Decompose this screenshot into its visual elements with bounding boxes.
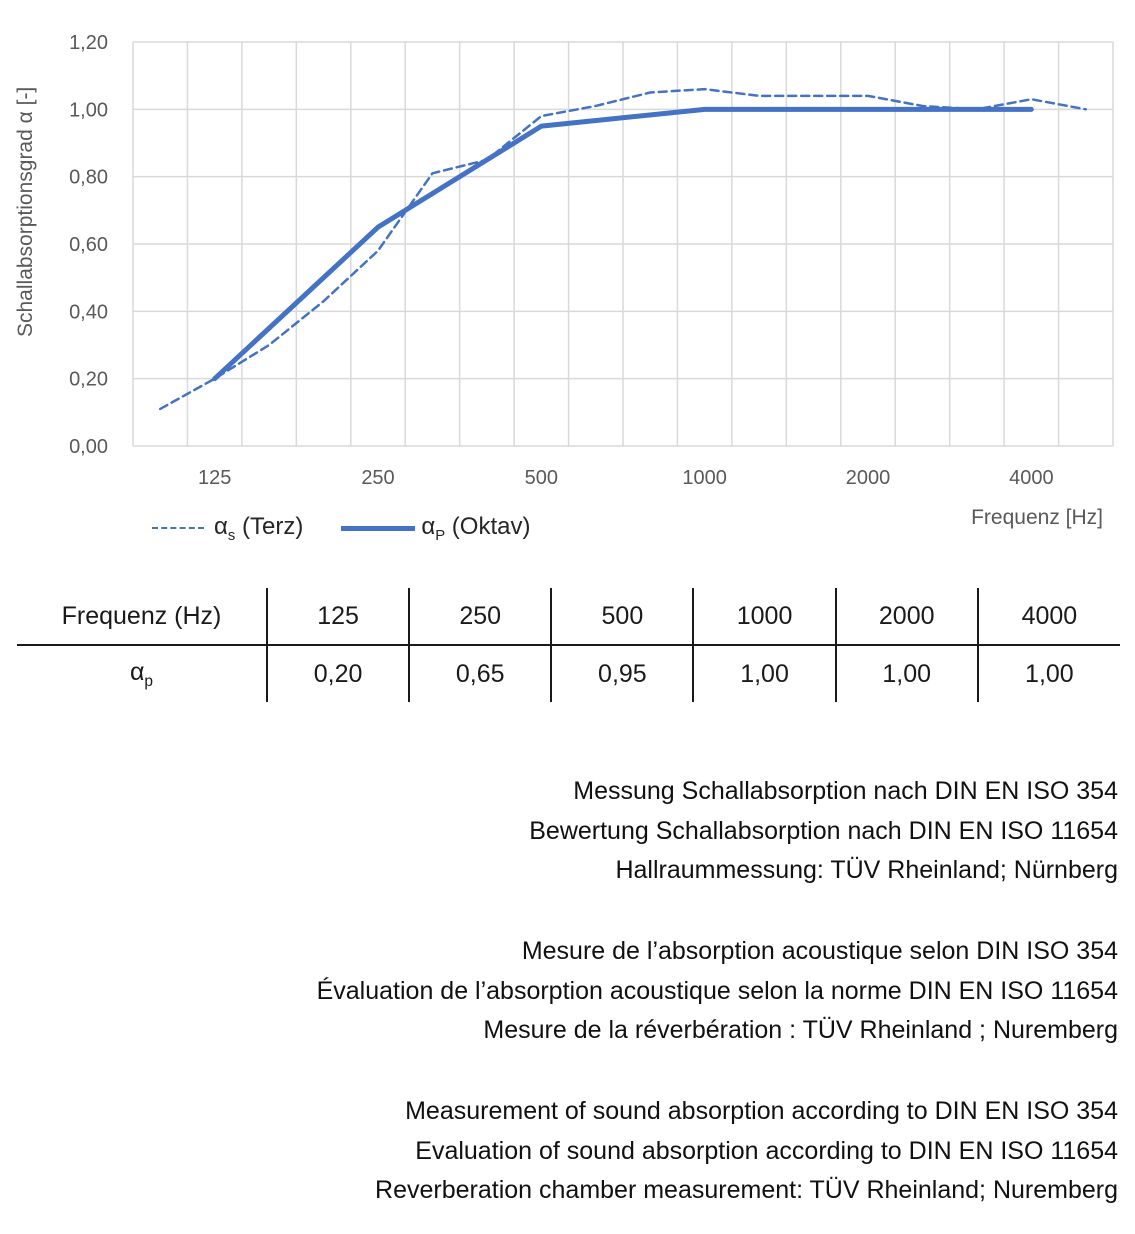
y-tick-label: 0,80: [69, 166, 108, 189]
alpha-p-values-table: [17, 588, 1120, 702]
legend-dashed-line-sample: [152, 527, 204, 529]
x-tick-label: 2000: [845, 467, 891, 489]
table-alpha-p-cell: 0,20: [267, 645, 409, 702]
table-alpha-p-cell: 1,00: [693, 645, 835, 702]
x-tick-label: 4000: [1009, 467, 1054, 489]
alpha-symbol: α: [421, 512, 436, 540]
legend-label-alpha-s: [214, 513, 303, 544]
table-frequency-cell: 250: [409, 588, 551, 645]
text-line: Evaluation of sound absorption according to DIN EN ISO 11654: [415, 1136, 1118, 1165]
alpha-symbol: α: [214, 512, 228, 540]
text-line: Measurement of sound absorption according to DIN EN ISO 354: [405, 1097, 1118, 1125]
text-line: Mesure de la réverbération : TÜV Rheinland ; Nuremberg: [483, 1016, 1118, 1044]
alpha-subscript: p: [144, 672, 154, 690]
x-axis-title: Frequenz [Hz]: [971, 506, 1103, 529]
legend-label-alpha-p: [421, 513, 530, 544]
x-tick-label: 500: [524, 467, 559, 489]
alpha-subscript: P: [435, 527, 446, 544]
legend-series-name: (Terz): [235, 512, 304, 540]
alpha-p-row-label: [17, 645, 267, 702]
table-frequency-cell: 4000: [978, 588, 1120, 645]
y-axis-title: Schallabsorptionsgrad α [-]: [14, 86, 37, 338]
table-alpha-p-cell: 0,95: [551, 645, 693, 702]
table-frequency-cell: 125: [267, 588, 409, 645]
table-header-row: [17, 588, 1120, 645]
alpha-symbol: α: [129, 657, 145, 686]
y-tick-label: 0,40: [69, 301, 108, 324]
legend-solid-line-sample: [341, 526, 415, 531]
sound-absorption-chart: [0, 0, 1135, 560]
table-header-label: Frequenz (Hz): [17, 588, 267, 645]
y-tick-label: 1,00: [69, 99, 108, 122]
x-tick-label: 1000: [682, 467, 727, 489]
y-tick-label: 0,00: [69, 436, 108, 458]
legend-series-name: (Oktav): [445, 512, 531, 540]
table-frequency-cell: 2000: [836, 588, 978, 645]
chart-legend: [152, 512, 530, 544]
x-tick-label: 250: [361, 467, 395, 489]
x-tick-label: 125: [197, 467, 232, 489]
table-alpha-p-cell: 1,00: [836, 645, 978, 702]
table-frequency-cell: 1000: [693, 588, 835, 645]
table-frequency-cell: 500: [551, 588, 693, 645]
y-tick-label: 1,20: [69, 32, 108, 54]
text-line: Messung Schallabsorption nach DIN EN ISO 354: [573, 777, 1118, 805]
text-line: Hallraummessung: TÜV Rheinland; Nürnberg: [615, 856, 1118, 884]
text-block-english: [375, 1092, 1118, 1211]
text-block-french: [317, 932, 1118, 1051]
text-line: Mesure de l’absorption acoustique selon DIN ISO 354: [521, 937, 1118, 965]
y-tick-label: 0,60: [69, 234, 108, 256]
table-value-row: [17, 645, 1120, 702]
alpha-subscript: s: [227, 527, 236, 544]
table-alpha-p-cell: 1,00: [978, 645, 1120, 702]
text-block-german: [529, 772, 1118, 891]
y-tick-label: 0,20: [69, 368, 108, 391]
table-alpha-p-cell: 0,65: [409, 645, 551, 702]
chart-plot-area: [0, 0, 1135, 495]
text-line: Bewertung Schallabsorption nach DIN EN ISO 11654: [529, 816, 1118, 845]
text-line: Évaluation de l’absorption acoustique selon la norme DIN EN ISO 11654: [316, 976, 1118, 1005]
text-line: Reverberation chamber measurement: TÜV Rheinland; Nuremberg: [375, 1176, 1118, 1204]
